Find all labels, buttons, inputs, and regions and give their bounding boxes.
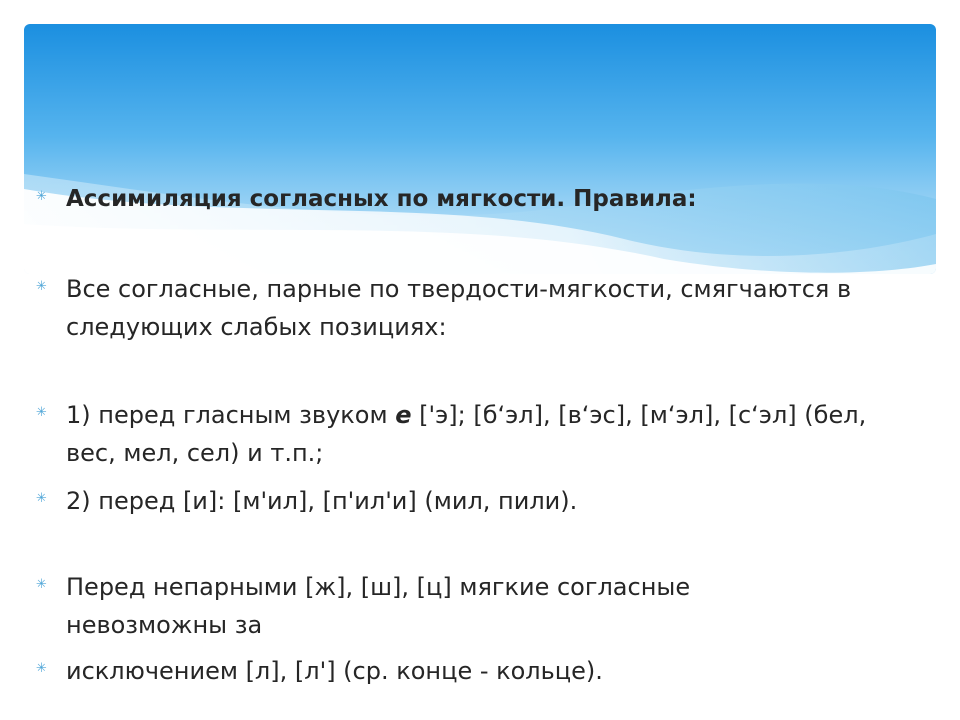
list-item-text: 2) перед [и]: [м'ил], [п'ил'и] (мил, пили). <box>66 487 578 515</box>
asterisk-bullet-icon: ✳ <box>36 661 47 676</box>
asterisk-bullet-icon: ✳ <box>36 279 47 294</box>
asterisk-bullet-icon: ✳ <box>36 577 47 592</box>
list-item <box>36 396 916 472</box>
list-item <box>36 568 916 644</box>
list-item <box>36 482 916 520</box>
list-item-text-prefix: 1) перед гласным звуком <box>66 401 396 429</box>
asterisk-bullet-icon: ✳ <box>36 405 47 420</box>
list-item-text: Перед непарными [ж], [ш], [ц] мягкие согласные невозможны за <box>66 573 691 639</box>
wave-background <box>24 24 936 274</box>
asterisk-bullet-icon: ✳ <box>36 189 47 204</box>
list-item-text <box>66 396 916 472</box>
asterisk-bullet-icon: ✳ <box>36 491 47 506</box>
list-item <box>36 180 916 218</box>
list-item-text-suffix: ['э]; [б‘эл], [в‘эс], [м‘эл], [с‘эл] (бел, вес, мел, сел) и т.п.; <box>66 401 867 467</box>
list-item-text: Все согласные, парные по твердости-мягкости, смягчаются в следующих слабых позициях: <box>66 275 852 341</box>
list-item <box>36 270 916 346</box>
header-banner <box>24 24 936 274</box>
slide-title: Ассимиляция согласных по мягкости. Правила: <box>66 186 697 212</box>
list-item <box>36 652 916 690</box>
emphasis-letter: е <box>395 401 412 429</box>
list-item-text: исключением [л], [л'] (ср. конце - кольце). <box>66 657 603 685</box>
